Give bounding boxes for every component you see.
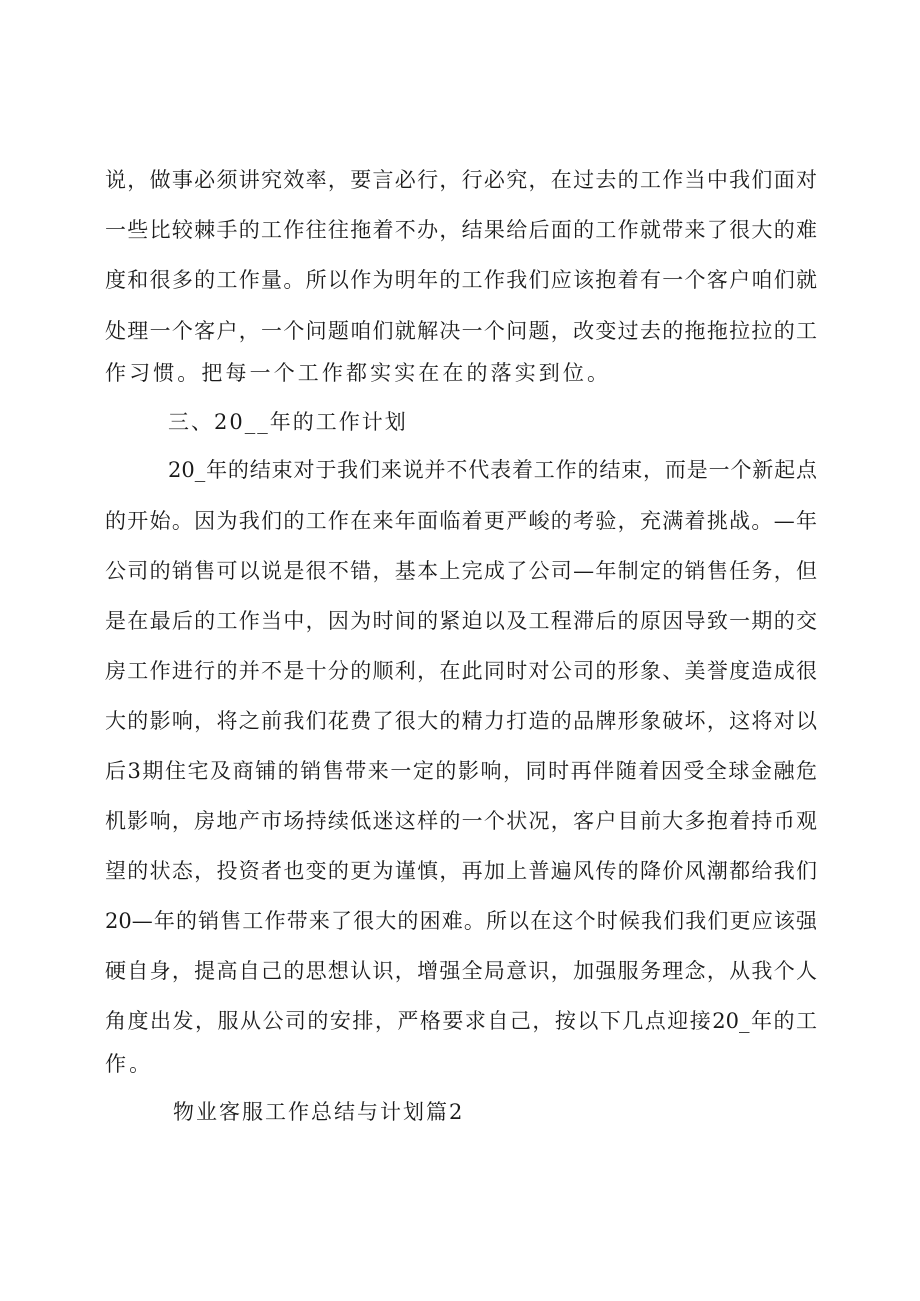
text-line: 说，做事必须讲究效率，要言必行，行必究，在过去的工作当中我们面对 bbox=[105, 168, 817, 192]
text-line: 公司的销售可以说是很不错，基本上完成了公司—年制定的销售任务，但 bbox=[105, 559, 817, 583]
text-line: 房工作进行的并不是十分的顺利，在此同时对公司的形象、美誉度造成很 bbox=[105, 659, 817, 683]
text-line: 望的状态，投资者也变的更为谨慎，再加上普遍风传的降价风潮都给我们 bbox=[105, 859, 817, 883]
text-line: 作习惯。把每一个工作都实实在在的落实到位。 bbox=[105, 361, 612, 385]
text-line: 20—年的销售工作带来了很大的困难。所以在这个时候我们我们更应该强 bbox=[105, 909, 817, 933]
text-line: 一些比较棘手的工作往往拖着不办，结果给后面的工作就带来了很大的难 bbox=[105, 218, 817, 242]
text-line: 是在最后的工作当中，因为时间的紧迫以及工程滞后的原因导致一期的交 bbox=[105, 609, 817, 633]
text-line: 机影响，房地产市场持续低迷这样的一个状况，客户目前大多抱着持币观 bbox=[105, 809, 817, 833]
text-line: 硬自身，提高自己的思想认识，增强全局意识，加强服务理念，从我个人 bbox=[105, 959, 817, 983]
text-line: 度和很多的工作量。所以作为明年的工作我们应该抱着有一个客户咱们就 bbox=[105, 268, 817, 292]
section-heading: 三、20__年的工作计划 bbox=[168, 410, 408, 434]
text-line: 作。 bbox=[105, 1052, 154, 1076]
text-line: 的开始。因为我们的工作在来年面临着更严峻的考验，充满着挑战。—年 bbox=[105, 509, 817, 533]
next-section-title: 物业客服工作总结与计划篇2 bbox=[173, 1100, 465, 1124]
text-line: 后3期住宅及商铺的销售带来一定的影响，同时再伴随着因受全球金融危 bbox=[105, 759, 817, 783]
text-line: 20_年的结束对于我们来说并不代表着工作的结束，而是一个新起点 bbox=[168, 458, 817, 482]
text-line: 角度出发，服从公司的安排，严格要求自己，按以下几点迎接20_年的工 bbox=[105, 1009, 817, 1033]
text-line: 处理一个客户，一个问题咱们就解决一个问题，改变过去的拖拖拉拉的工 bbox=[105, 319, 817, 343]
text-line: 大的影响，将之前我们花费了很大的精力打造的品牌形象破坏，这将对以 bbox=[105, 709, 817, 733]
